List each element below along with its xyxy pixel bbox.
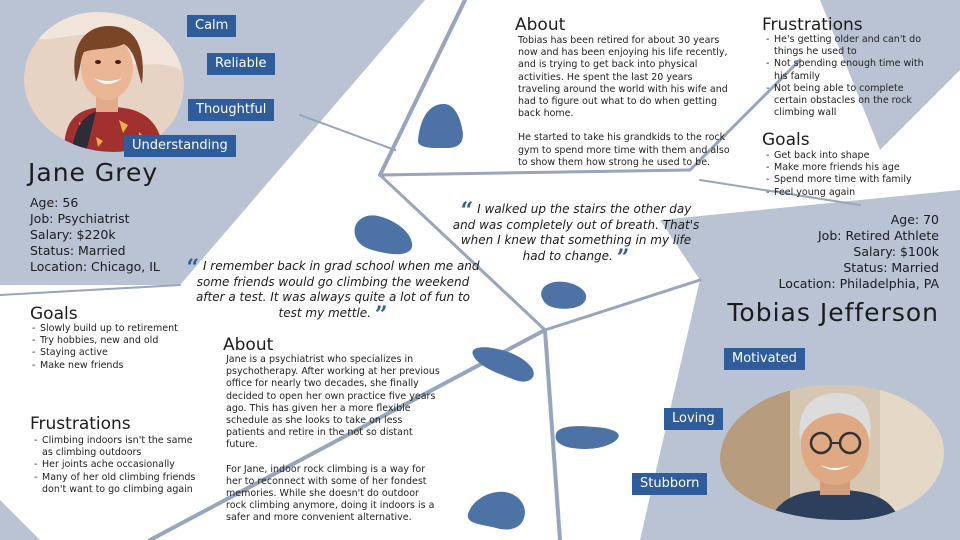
open-quote-icon: “ [460,198,474,224]
tobias-quote [452,198,700,271]
jane-name: Jane Grey [28,158,159,187]
jane-frustrations-heading: Frustrations [30,414,131,434]
jane-age: Age: 56 [30,195,79,210]
jane-salary: Salary: $220k [30,227,116,242]
jane-status: Status: Married [30,243,126,258]
list-item: - Get back into shape [764,150,936,162]
jane-info [30,195,160,275]
climbing-hold [472,347,533,381]
list-item: - Not being able to complete certain obstacles on the rock climbing wall [764,83,936,120]
jane-trait-reliable: Reliable [207,53,275,75]
tobias-about-heading: About [515,15,566,35]
list-item: - Her joints ache occasionally [32,459,197,471]
jane-frustrations-list [32,435,197,496]
bottom-left-wedge [0,500,40,540]
jane-about [226,354,442,525]
list-item: - Make new friends [30,360,220,372]
list-item: - Slowly build up to retirement [30,323,220,335]
jane-trait-understanding: Understanding [124,135,236,157]
tobias-quote-text: I walked up the stairs the other day and was completely out of breath. That's when I knew that something in my life had to change. [452,202,700,263]
jane-location: Location: Chicago, IL [30,259,160,274]
tobias-job: Job: Retired Athlete [817,228,939,243]
close-quote-icon: ” [374,301,388,328]
tobias-goals-list [764,150,936,199]
wall-line [300,115,395,150]
wall-line [380,170,690,175]
jane-quote [183,255,483,328]
jane-trait-calm: Calm [187,15,236,37]
tobias-info [779,212,939,292]
list-item: - Try hobbies, new and old [30,335,220,347]
list-item: - Feel young again [764,187,936,199]
list-item: - Make more friends his age [764,162,936,174]
tobias-location: Location: Philadelphia, PA [778,276,939,291]
tobias-about [518,35,736,169]
tobias-name: Tobias Jefferson [727,298,939,327]
list-item: - Spend more time with family [764,174,936,186]
tobias-status: Status: Married [843,260,939,275]
jane-quote-text: I remember back in grad school when me and some friends would go climbing the weekend after a test. It was always quite a lot of fun to test my mettle. [195,259,480,320]
tobias-age: Age: 70 [890,212,939,227]
tobias-goals-heading: Goals [762,130,810,150]
jane-about-paragraph: Jane is a psychiatrist who specializes in psychotherapy. After working at her previous office for nearly two decades, she finally decided to open her own practice five years ago. This has given her a more flexible schedule as she looks to take on less patients and retire in the not so distant future. [226,354,440,451]
jane-about-heading: About [223,335,274,355]
climbing-hold [355,215,413,254]
list-item: - Not spending enough time with his family [764,58,936,82]
tobias-salary: Salary: $100k [853,244,939,259]
jane-job: Job: Psychiatrist [30,211,130,226]
jane-about-paragraph: For Jane, indoor rock climbing is a way for her to reconnect with some of her fondest memories. While she doesn't do outdoor rock climbing anymore, doing it indoors is a safer and more convenient alternative. [226,463,435,524]
climbing-hold [556,426,619,449]
list-item: - Many of her old climbing friends don't want to go climbing again [32,472,197,496]
tobias-photo-illustration [720,385,944,520]
open-quote-icon: “ [186,255,200,281]
close-quote-icon: ” [616,244,630,271]
climbing-hold [418,104,463,148]
tobias-frustrations-list [764,34,936,119]
tobias-about-paragraph: He started to take his grandkids to the rock gym to spend more time with them and also to show them how strong he used to be. [518,132,730,168]
climbing-hold [541,282,586,309]
jane-goals-heading: Goals [30,304,78,324]
jane-goals-list [30,323,220,372]
jane-trait-thoughtful: Thoughtful [188,99,274,121]
wall-line [0,285,180,295]
tobias-trait-loving: Loving [664,408,723,430]
climbing-hold [468,492,525,530]
tobias-trait-stubborn: Stubborn [632,473,707,495]
list-item: - Staying active [30,347,220,359]
tobias-trait-motivated: Motivated [724,348,805,370]
tobias-portrait [720,385,944,520]
list-item: - Climbing indoors isn't the same as climbing outdoors [32,435,197,459]
tobias-frustrations-heading: Frustrations [762,15,863,35]
list-item: - He's getting older and can't do things he used to [764,34,936,58]
tobias-about-paragraph: Tobias has been retired for about 30 years now and has been enjoying his life recently, and is trying to get back into physical activities. He spent the last 20 years traveling around the world with his wife and had to figure out what to do when getting back home. [518,35,728,120]
